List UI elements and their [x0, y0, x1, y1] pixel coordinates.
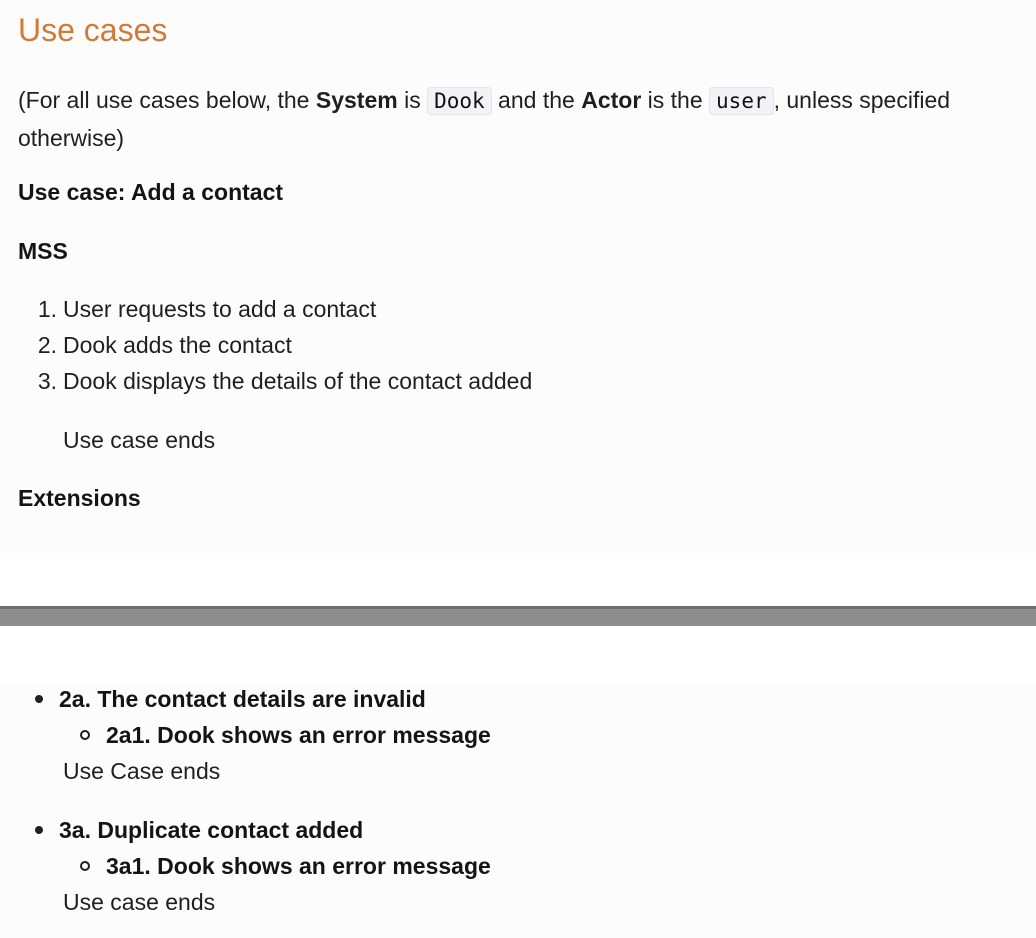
extension-title: 3a. Duplicate contact added	[59, 817, 364, 843]
intro-text-4: is the	[641, 87, 710, 113]
extension-title: 2a. The contact details are invalid	[59, 686, 426, 712]
intro-text-5: , unless specified otherwise)	[18, 87, 951, 151]
extension-item	[35, 817, 363, 844]
intro-actor-label: Actor	[581, 87, 642, 113]
mss-step-number: 1.	[37, 296, 57, 322]
intro-system-label: System	[315, 87, 398, 113]
extension-end-text: Use Case ends	[63, 758, 221, 784]
intro-text-3: and the	[491, 87, 582, 113]
actor-code: user	[709, 87, 774, 115]
extension-item	[35, 686, 426, 713]
sub-bullet-icon	[80, 861, 90, 871]
extension-sub-text: 2a1. Dook shows an error message	[106, 722, 491, 748]
mss-step-number: 3.	[37, 368, 57, 394]
extension-sub-item	[80, 853, 491, 880]
page-gap	[0, 553, 1036, 606]
bullet-icon	[35, 826, 43, 834]
mss-step-text: Dook adds the contact	[63, 332, 292, 358]
extension-sub-text: 3a1. Dook shows an error message	[106, 853, 491, 879]
page-break-divider	[0, 606, 1036, 626]
use-case-title: Use case: Add a contact	[18, 179, 284, 205]
intro-text-1: (For all use cases below, the	[18, 87, 316, 113]
intro-text-2: is	[397, 87, 428, 113]
extension-sub-item	[80, 722, 491, 749]
extensions-label: Extensions	[18, 485, 141, 511]
mss-step-text: Dook displays the details of the contact added	[63, 368, 533, 394]
extension-end-text: Use case ends	[63, 889, 216, 915]
intro-paragraph	[18, 82, 1028, 157]
bullet-icon	[35, 695, 43, 703]
system-code: Dook	[427, 87, 492, 115]
mss-step-number: 2.	[37, 332, 57, 358]
sub-bullet-icon	[80, 730, 90, 740]
mss-step	[30, 296, 376, 323]
mss-label: MSS	[18, 238, 68, 264]
section-heading: Use cases	[18, 12, 168, 48]
mss-step-text: User requests to add a contact	[63, 296, 377, 322]
mss-step	[30, 332, 292, 359]
mss-step	[30, 368, 532, 395]
mss-end-text: Use case ends	[63, 427, 216, 453]
